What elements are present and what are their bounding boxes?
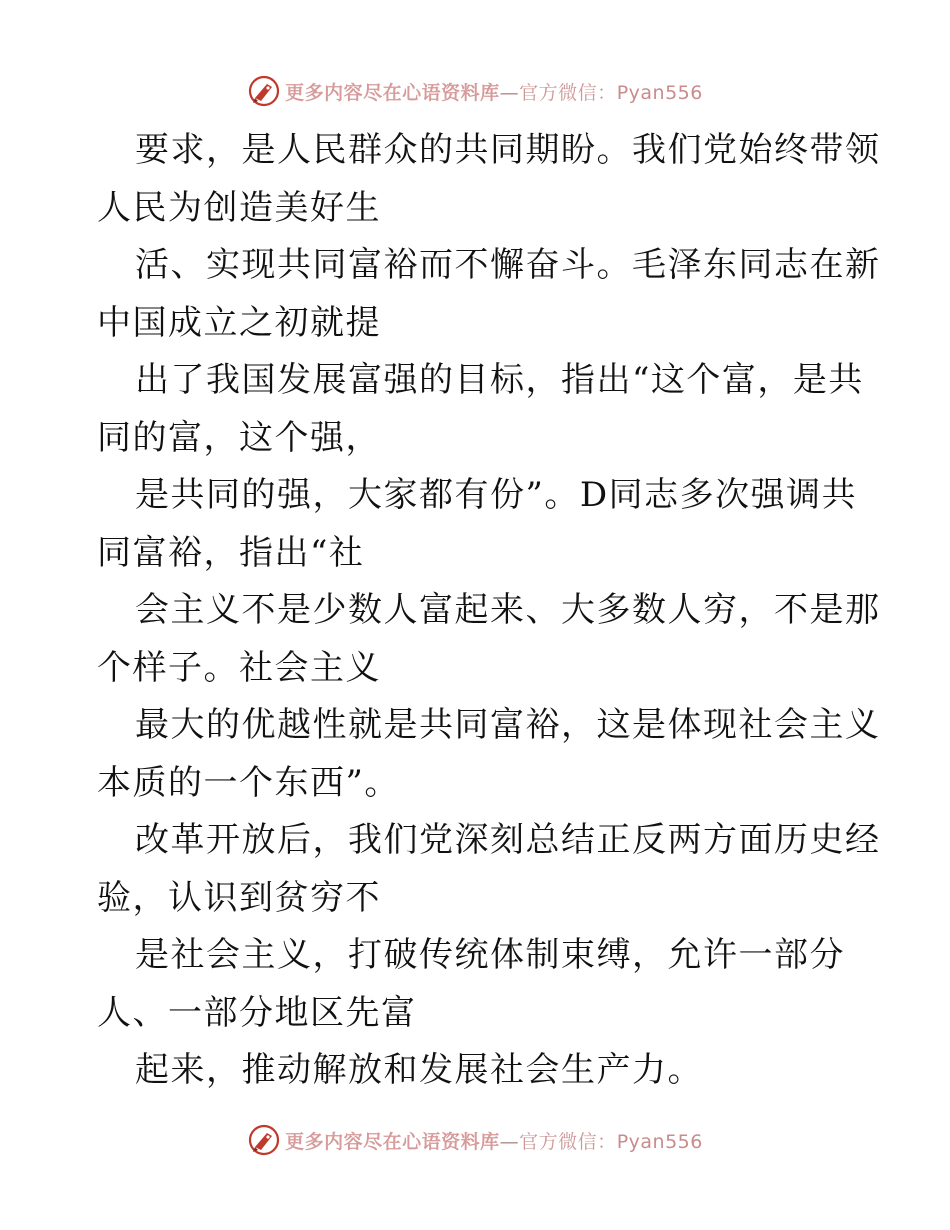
body-line: 同富裕，指出“社: [97, 532, 365, 573]
footer-watermark: [0, 1120, 950, 1160]
body-line: 要求，是人民群众的共同期盼。我们党始终带领: [135, 130, 881, 170]
pen-nib-icon: [247, 1123, 281, 1157]
watermark-title: 更多内容尽在心语资料库: [285, 1130, 500, 1153]
body-line: 人民为创造美好生: [97, 187, 381, 228]
body-line: 人、一部分地区先富: [97, 992, 417, 1033]
body-line: 改革开放后，我们党深刻总结正反两方面历史经: [135, 820, 881, 860]
body-line: 最大的优越性就是共同富裕，这是体现社会主义: [135, 705, 881, 745]
watermark-title: 更多内容尽在心语资料库: [285, 81, 500, 104]
watermark-wechat-id: Pyan556: [616, 81, 703, 104]
body-line: 同的富，这个强，: [97, 417, 381, 458]
body-line: 出了我国发展富强的目标，指出“这个富，是共: [135, 360, 864, 400]
watermark-separator: —: [499, 81, 520, 104]
body-line: 本质的一个东西”。: [97, 762, 400, 803]
pen-nib-icon: [247, 74, 281, 108]
body-line: 是社会主义，打破传统体制束缚，允许一部分: [135, 935, 845, 975]
document-body: [97, 122, 881, 1100]
header-watermark: [0, 71, 950, 111]
body-line: 验，认识到贫穷不: [97, 877, 381, 918]
body-line: 起来，推动解放和发展社会生产力。: [135, 1050, 703, 1090]
body-line: 是共同的强，大家都有份”。D同志多次强调共: [135, 475, 858, 515]
watermark-label: 官方微信：: [519, 81, 617, 104]
watermark-label: 官方微信：: [519, 1130, 617, 1153]
body-line: 活、实现共同富裕而不懈奋斗。毛泽东同志在新: [135, 245, 881, 285]
body-line: 会主义不是少数人富起来、大多数人穷，不是那: [135, 590, 881, 630]
watermark-separator: —: [499, 1130, 520, 1153]
body-line: 中国成立之初就提: [97, 302, 381, 343]
body-line: 个样子。社会主义: [97, 647, 381, 688]
watermark-wechat-id: Pyan556: [616, 1130, 703, 1153]
